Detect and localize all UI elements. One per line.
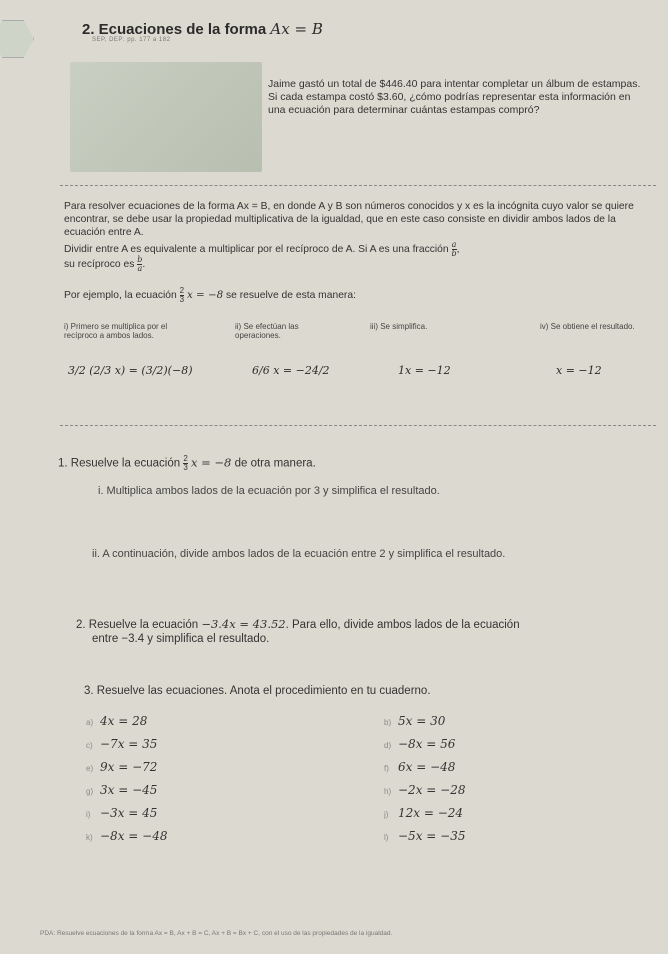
- step-1-label: i) Primero se multiplica por el recíproco a ambos lados.: [64, 322, 168, 340]
- equation-item-a: a) 4x = 28: [86, 714, 148, 728]
- section-badge-icon: [0, 20, 34, 58]
- exercise-1-part-i: i. Multiplica ambos lados de la ecuación por 3 y simplifica el resultado.: [98, 485, 440, 497]
- exercise-1-title: 1. Resuelve la ecuación $\frac{2}{3}$ x = −8 de otra manera.: [58, 454, 316, 472]
- equation-item-i: i) −3x = 45: [86, 806, 158, 820]
- exercise-2-line-2: entre −3.4 y simplifica el resultado.: [92, 633, 270, 645]
- step-2-label: ii) Se efectúan las operaciones.: [235, 322, 299, 340]
- equation-item-c: c) −7x = 35: [86, 737, 158, 751]
- explanation-paragraph-1: Para resolver ecuaciones de la forma Ax = B, en donde A y B son números conocidos y x es la incógnita cuyo valor se quiere encontrar, se debe usar la propiedad multiplicativa de la igualdad, que en este caso consiste en dividir ambos lados de la ecuación entre A.: [64, 201, 634, 238]
- example-intro: Por ejemplo, la ecuación $\frac{2}{3}$ x = −8 se resuelve de esta manera:: [64, 286, 356, 304]
- equation-item-f: f) 6x = −48: [384, 760, 456, 774]
- step-3-equation: 1x = −12: [398, 364, 451, 377]
- equation-item-j: j) 12x = −24: [384, 806, 464, 820]
- divider: [60, 425, 656, 426]
- explanation-paragraph-2: Dividir entre A es equivalente a multiplicar por el recíproco de A. Si A es una fracción $\frac{a}{b}$ ,: [64, 240, 460, 258]
- page-reference: SEP, DEP: pp. 177 a 182: [92, 37, 171, 43]
- exercise-2-title: 2. Resuelve la ecuación −3.4x = 43.52. Para ello, divide ambos lados de la ecuación: [76, 617, 520, 631]
- stamp-album-photo: [70, 62, 262, 172]
- fraction-a-over-b: $\frac{a}{b}$: [451, 240, 457, 258]
- exercise-1-part-ii: ii. A continuación, divide ambos lados de la ecuación entre 2 y simplifica el resultado.: [92, 548, 506, 560]
- step-4-label: iv) Se obtiene el resultado.: [540, 322, 635, 331]
- equation-item-k: k) −8x = −48: [86, 829, 168, 843]
- step-1-equation: 3/2 (2/3 x) = (3/2)(−8): [68, 364, 193, 377]
- step-4-equation: x = −12: [556, 364, 602, 377]
- page-title: 2. Ecuaciones de la forma Ax = B: [82, 20, 323, 38]
- fraction-b-over-a: $\frac{b}{a}$: [137, 255, 143, 273]
- equation-item-h: h) −2x = −28: [384, 783, 466, 797]
- footer-note: PDA: Resuelve ecuaciones de la forma Ax = B, Ax + B = C, Ax + B = Bx + C, con el uso de las propiedades de la igualdad.: [40, 930, 393, 937]
- step-2-equation: 6/6 x = −24/2: [252, 364, 330, 377]
- explanation-paragraph-3: su recíproco es $\frac{b}{a}$ .: [64, 255, 146, 273]
- equation-item-l: l) −5x = −35: [384, 829, 466, 843]
- exercise-3-title: 3. Resuelve las ecuaciones. Anota el procedimiento en tu cuaderno.: [84, 685, 431, 697]
- divider: [60, 185, 656, 186]
- equation-item-b: b) 5x = 30: [384, 714, 446, 728]
- intro-problem: Jaime gastó un total de $446.40 para intentar completar un álbum de estampas. Si cada estampa costó $3.60, ¿cómo podrías representar esta información en una ecuación para determinar cuántas estampas compró?: [268, 78, 641, 116]
- equation-item-d: d) −8x = 56: [384, 737, 456, 751]
- equation-item-e: e) 9x = −72: [86, 760, 158, 774]
- equation-item-g: g) 3x = −45: [86, 783, 158, 797]
- step-3-label: iii) Se simplifica.: [370, 322, 428, 331]
